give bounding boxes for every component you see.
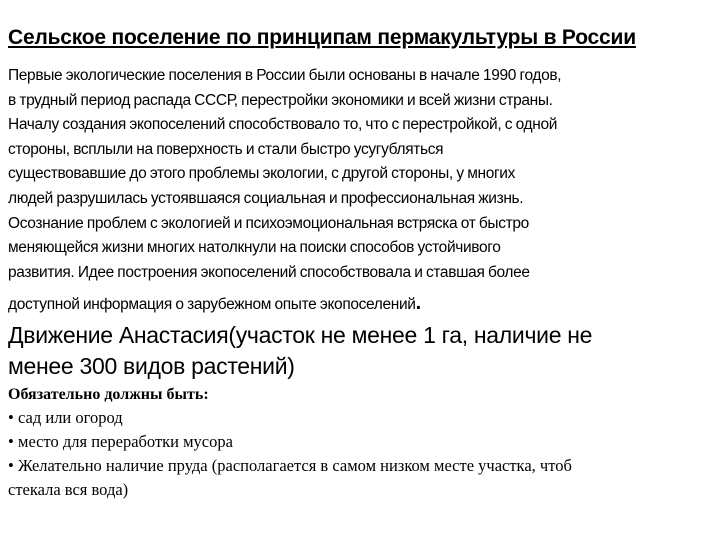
paragraph-end-mark: . [415, 292, 421, 315]
must-have-label: Обязательно должны быть: [8, 385, 209, 403]
bullet-text: Желательно наличие пруда (располагается в самом низком месте участка, чтоб [18, 455, 572, 475]
paragraph-last-text: доступной информация о зарубежном опыте экопоселений [8, 296, 416, 314]
paragraph-line: Началу создания экопоселений способствовало то, что с перестройкой, с одной [8, 116, 558, 134]
requirements-list [8, 406, 708, 502]
list-item [8, 406, 708, 430]
paragraph-line: в трудный период распада СССР, перестройки экономики и всей жизни страны. [8, 91, 553, 109]
paragraph-line: стороны, всплыли на поверхность и стали быстро усугубляться [8, 140, 444, 158]
bullet-continuation: стекала вся вода) [8, 479, 129, 499]
list-item [8, 454, 708, 502]
bullet-text: место для переработки мусора [18, 431, 233, 451]
paragraph-line: людей разрушилась устоявшаяся социальная и профессиональная жизнь. [8, 189, 524, 207]
bullet-icon: • [8, 431, 14, 451]
bullet-icon: • [8, 407, 14, 427]
bullet-icon: • [8, 455, 14, 475]
paragraph-last-line [8, 291, 708, 318]
paragraph-line: развития. Идее построения экопоселений способствовала и ставшая более [8, 263, 530, 281]
slide-title: Сельское поселение по принципам пермакультуры в России [8, 26, 636, 49]
movement-line: Движение Анастасия(участок не менее 1 га, наличие не [8, 321, 593, 348]
movement-heading [8, 320, 708, 382]
intro-paragraph [8, 64, 708, 318]
paragraph-line: меняющейся жизни многих натолкнули на поиски способов устойчивого [8, 239, 501, 257]
movement-line: менее 300 видов растений) [8, 352, 295, 379]
list-item [8, 430, 708, 454]
paragraph-line: Первые экологические поселения в России были основаны в начале 1990 годов, [8, 67, 562, 84]
paragraph-line: Осознание проблем с экологией и психоэмоциональная встряска от быстро [8, 214, 529, 232]
paragraph-line: существовавшие до этого проблемы экологии, с другой стороны, у многих [8, 165, 515, 183]
slide [8, 22, 708, 502]
bullet-text: сад или огород [18, 407, 123, 427]
